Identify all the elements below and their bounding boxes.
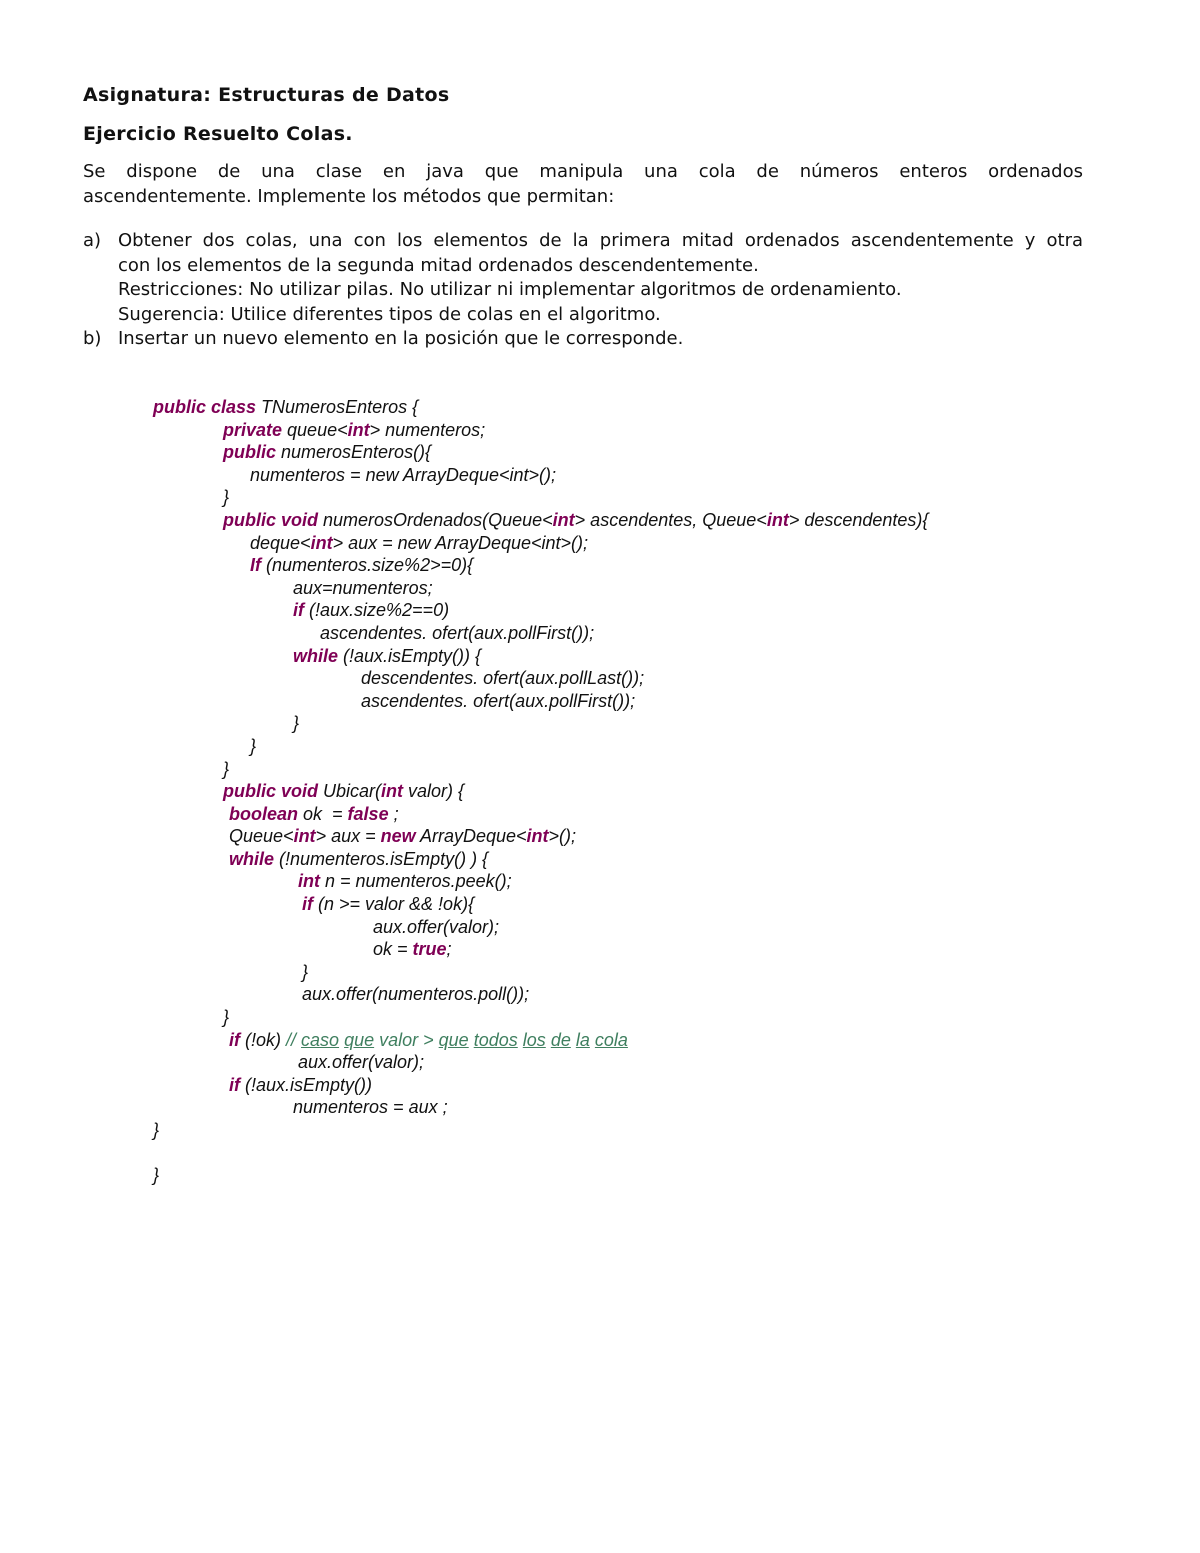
code-token: n = numenteros.peek(); <box>320 871 512 892</box>
code-token: >(); <box>548 826 577 847</box>
code-line-text <box>229 825 576 848</box>
code-line-text <box>320 622 594 645</box>
code-line-text <box>293 645 481 668</box>
code-line-text <box>153 1164 159 1187</box>
code-keyword: public <box>223 442 276 463</box>
code-line-text <box>250 554 473 577</box>
code-token: ascendentes. ofert(aux.pollFirst()); <box>320 622 595 643</box>
code-token: } <box>223 758 230 779</box>
code-token: aux=numenteros; <box>293 577 433 598</box>
code-token: } <box>302 961 309 982</box>
code-line-text <box>250 532 588 555</box>
code-line-text <box>293 599 449 622</box>
code-comment: que <box>344 1029 375 1050</box>
code-token: queue< <box>282 419 348 440</box>
intro-line-1: Se dispone de una clase en java que manipula una cola de números enteros ordenados <box>83 161 1083 182</box>
code-comment: que <box>438 1029 469 1050</box>
code-line-text <box>302 983 529 1006</box>
code-line-text <box>373 916 499 939</box>
code-token: (!aux.isEmpty()) <box>240 1074 373 1095</box>
code-token: deque< <box>250 532 311 553</box>
code-line-text <box>223 758 229 781</box>
code-keyword: if <box>302 894 313 915</box>
list-marker: a) <box>83 230 102 251</box>
list-item-line: Restricciones: No utilizar pilas. No utilizar ni implementar algoritmos de ordenamiento. <box>118 279 902 300</box>
code-line-text <box>250 464 556 487</box>
code-line-text <box>293 1096 448 1119</box>
code-token: ok = <box>298 803 348 824</box>
code-token: Ubicar( <box>318 781 382 802</box>
code-keyword: private <box>223 419 283 440</box>
code-token: numerosOrdenados(Queue< <box>318 509 553 530</box>
code-line-text <box>223 509 928 532</box>
code-keyword: int <box>347 419 370 440</box>
code-token: descendentes. ofert(aux.pollLast()); <box>361 668 645 689</box>
code-line-text <box>229 1029 628 1052</box>
code-token: ok = <box>373 939 413 960</box>
code-keyword: while <box>293 645 339 666</box>
code-line-text <box>153 1119 159 1142</box>
code-token: (!aux.size%2==0) <box>304 600 450 621</box>
list-item-line: Obtener dos colas, una con los elementos de la primera mitad ordenados ascendentemente y otra <box>118 230 1083 251</box>
code-line-text <box>373 938 452 961</box>
code-keyword: If <box>250 555 261 576</box>
code-token: > ascendentes, Queue< <box>574 509 767 530</box>
code-line-text <box>223 1006 229 1029</box>
code-token: ; <box>446 939 452 960</box>
code-token: } <box>223 1007 230 1028</box>
list-item <box>83 327 1083 352</box>
code-line-text <box>223 780 464 803</box>
code-keyword: if <box>229 1029 240 1050</box>
code-keyword: int <box>552 509 575 530</box>
code-line-text <box>223 486 229 509</box>
code-token: > aux = <box>315 826 381 847</box>
code-line-text <box>361 667 644 690</box>
code-keyword: public class <box>153 397 257 417</box>
code-line-text <box>229 848 488 871</box>
code-keyword: public void <box>223 781 319 802</box>
code-token: TNumerosEnteros { <box>256 397 419 417</box>
code-token: > descendentes){ <box>788 509 929 530</box>
code-line-text <box>250 735 256 758</box>
code-token: > numenteros; <box>369 419 486 440</box>
code-token: (n >= valor && !ok){ <box>313 894 475 915</box>
code-token: (!numenteros.isEmpty() ) { <box>274 848 489 869</box>
code-token: numerosEnteros(){ <box>276 442 432 463</box>
code-keyword: new <box>380 826 416 847</box>
code-token: > aux = new ArrayDeque<int>(); <box>332 532 589 553</box>
code-line-text <box>298 870 512 893</box>
code-token: (!ok) <box>240 1029 287 1050</box>
code-token: ArrayDeque< <box>415 826 527 847</box>
code-line-text <box>223 441 431 464</box>
list-marker: b) <box>83 328 102 349</box>
intro-paragraph <box>83 159 1083 209</box>
code-token: aux.offer(numenteros.poll()); <box>302 984 530 1005</box>
code-comment: valor > <box>374 1029 439 1050</box>
code-line-text <box>223 419 485 442</box>
code-token: valor) { <box>403 781 465 802</box>
code-token: (numenteros.size%2>=0){ <box>261 555 474 576</box>
code-token: } <box>250 735 257 756</box>
code-token: aux.offer(valor); <box>298 1052 425 1073</box>
code-keyword: int <box>526 826 549 847</box>
code-comment: cola <box>594 1029 628 1050</box>
code-keyword: true <box>412 939 447 960</box>
list-item-line: con los elementos de la segunda mitad ordenados descendentemente. <box>118 254 759 276</box>
code-comment: todos <box>473 1029 518 1050</box>
code-token: } <box>153 1120 160 1140</box>
code-line-text <box>361 690 635 713</box>
task-list <box>83 229 1083 352</box>
code-keyword: int <box>310 532 333 553</box>
code-keyword: int <box>381 781 404 802</box>
code-keyword: if <box>229 1074 240 1095</box>
code-token: aux.offer(valor); <box>373 916 500 937</box>
code-keyword: boolean <box>229 803 299 824</box>
code-line-text <box>298 1051 424 1074</box>
code-comment: los <box>522 1029 546 1050</box>
code-keyword: false <box>347 803 389 824</box>
code-keyword: if <box>293 600 304 621</box>
code-token: Queue< <box>229 826 294 847</box>
code-token: (!aux.isEmpty()) { <box>338 645 482 666</box>
code-keyword: int <box>293 826 316 847</box>
code-token: numenteros = aux ; <box>293 1097 448 1118</box>
intro-line-2: ascendentemente. Implemente los métodos que permitan: <box>83 186 615 207</box>
code-line-text <box>293 577 433 600</box>
code-comment: caso <box>301 1029 340 1050</box>
code-line-text <box>302 961 308 984</box>
code-comment: de <box>550 1029 571 1050</box>
list-item-line: Sugerencia: Utilice diferentes tipos de colas en el algoritmo. <box>118 303 661 325</box>
code-line-text <box>293 712 299 735</box>
code-token: ascendentes. ofert(aux.pollFirst()); <box>361 690 636 711</box>
code-token: numenteros = new ArrayDeque<int>(); <box>250 464 556 485</box>
code-token: ; <box>388 803 399 824</box>
list-item <box>83 229 1083 327</box>
code-keyword: int <box>766 509 789 530</box>
code-line-text <box>153 396 418 419</box>
code-token: } <box>293 713 300 734</box>
code-comment: la <box>575 1029 590 1050</box>
code-line-text <box>229 1074 372 1097</box>
code-token: } <box>223 487 230 508</box>
code-comment: // <box>286 1029 302 1050</box>
list-item-line: Insertar un nuevo elemento en la posición que le corresponde. <box>118 328 684 349</box>
code-token: } <box>153 1165 160 1186</box>
code-keyword: public void <box>223 509 319 530</box>
code-keyword: while <box>229 848 275 869</box>
code-line-text <box>302 893 474 916</box>
code-keyword: int <box>298 871 320 892</box>
code-line-text <box>229 803 399 826</box>
exercise-title: Ejercicio Resuelto Colas. <box>83 123 353 145</box>
subject-heading: Asignatura: Estructuras de Datos <box>83 84 450 106</box>
